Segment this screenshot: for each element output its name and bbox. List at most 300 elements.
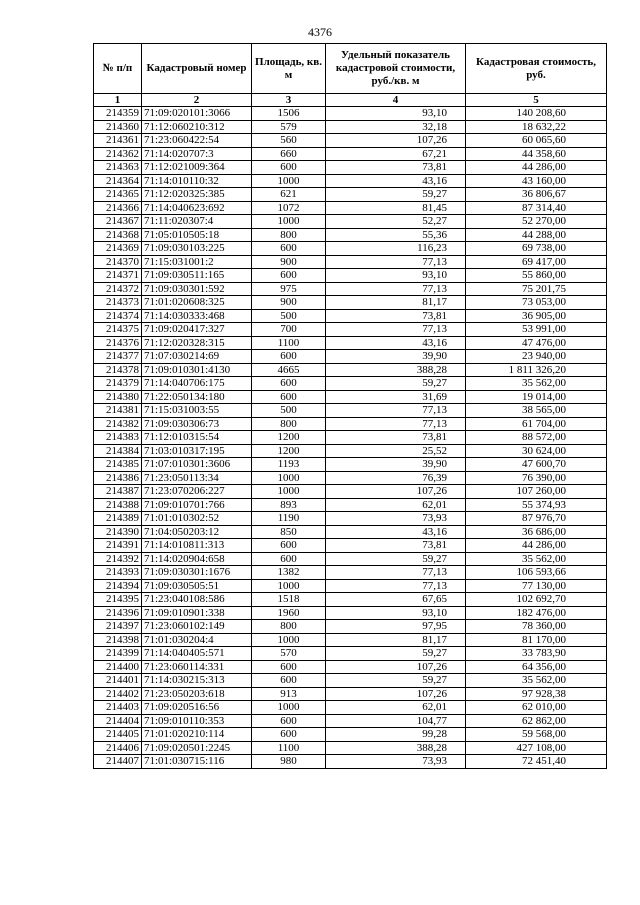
specific-value-cell: 107,26 [326, 134, 466, 148]
specific-value-cell: 67,65 [326, 593, 466, 607]
row-number-cell: 214368 [94, 228, 142, 242]
cadastral-number-cell: 71:05:010505:18 [142, 228, 252, 242]
area-cell: 980 [252, 755, 326, 769]
header-specific-value: Удельный показатель кадастровой стоимости, руб./кв. м [326, 44, 466, 94]
row-number-cell: 214359 [94, 107, 142, 121]
cadastral-value-cell: 47 600,70 [466, 458, 607, 472]
cadastral-value-cell: 64 356,00 [466, 660, 607, 674]
row-number-cell: 214398 [94, 633, 142, 647]
specific-value-cell: 81,17 [326, 633, 466, 647]
table-row [94, 728, 607, 742]
table-row [94, 674, 607, 688]
table-row [94, 309, 607, 323]
table-row [94, 147, 607, 161]
area-cell: 600 [252, 552, 326, 566]
cadastral-number-cell: 71:07:010301:3606 [142, 458, 252, 472]
specific-value-cell: 32,18 [326, 120, 466, 134]
header-row-number: № п/п [94, 44, 142, 94]
page-number: 4376 [308, 25, 332, 39]
area-cell: 600 [252, 714, 326, 728]
cadastral-number-cell: 71:12:020328:315 [142, 336, 252, 350]
cadastral-number-cell: 71:12:010315:54 [142, 431, 252, 445]
row-number-cell: 214407 [94, 755, 142, 769]
row-number-cell: 214402 [94, 687, 142, 701]
table-row [94, 755, 607, 769]
area-cell: 1000 [252, 701, 326, 715]
cadastral-value-cell: 55 374,93 [466, 498, 607, 512]
area-cell: 1000 [252, 471, 326, 485]
specific-value-cell: 73,93 [326, 755, 466, 769]
area-cell: 1200 [252, 431, 326, 445]
cadastral-number-cell: 71:23:060114:331 [142, 660, 252, 674]
specific-value-cell: 93,10 [326, 269, 466, 283]
cadastral-number-cell: 71:14:020904:658 [142, 552, 252, 566]
area-cell: 900 [252, 255, 326, 269]
row-number-cell: 214391 [94, 539, 142, 553]
area-cell: 1000 [252, 215, 326, 229]
table-row [94, 687, 607, 701]
specific-value-cell: 97,95 [326, 620, 466, 634]
table-row [94, 269, 607, 283]
specific-value-cell: 104,77 [326, 714, 466, 728]
area-cell: 1960 [252, 606, 326, 620]
cadastral-value-cell: 62 010,00 [466, 701, 607, 715]
column-number: 5 [466, 94, 607, 107]
area-cell: 850 [252, 525, 326, 539]
column-number-row [94, 94, 607, 107]
cadastral-value-cell: 87 314,40 [466, 201, 607, 215]
cadastral-number-cell: 71:09:030301:1676 [142, 566, 252, 580]
specific-value-cell: 77,13 [326, 417, 466, 431]
header-cadastral-number: Кадастровый номер [142, 44, 252, 94]
cadastral-value-cell: 18 632,22 [466, 120, 607, 134]
cadastral-value-cell: 59 568,00 [466, 728, 607, 742]
cadastral-value-cell: 43 160,00 [466, 174, 607, 188]
area-cell: 600 [252, 674, 326, 688]
cadastral-value-cell: 35 562,00 [466, 377, 607, 391]
cadastral-number-cell: 71:01:010302:52 [142, 512, 252, 526]
specific-value-cell: 43,16 [326, 336, 466, 350]
cadastral-number-cell: 71:09:020417:327 [142, 323, 252, 337]
row-number-cell: 214389 [94, 512, 142, 526]
table-row [94, 377, 607, 391]
row-number-cell: 214400 [94, 660, 142, 674]
cadastral-number-cell: 71:09:020516:56 [142, 701, 252, 715]
row-number-cell: 214383 [94, 431, 142, 445]
cadastral-value-cell: 87 976,70 [466, 512, 607, 526]
area-cell: 893 [252, 498, 326, 512]
cadastral-number-cell: 71:14:040623:692 [142, 201, 252, 215]
row-number-cell: 214405 [94, 728, 142, 742]
specific-value-cell: 59,27 [326, 188, 466, 202]
column-number: 2 [142, 94, 252, 107]
specific-value-cell: 116,23 [326, 242, 466, 256]
row-number-cell: 214404 [94, 714, 142, 728]
table-row [94, 444, 607, 458]
cadastral-number-cell: 71:09:010901:338 [142, 606, 252, 620]
table-row [94, 390, 607, 404]
cadastral-value-cell: 30 624,00 [466, 444, 607, 458]
cadastral-value-cell: 107 260,00 [466, 485, 607, 499]
specific-value-cell: 55,36 [326, 228, 466, 242]
row-number-cell: 214382 [94, 417, 142, 431]
area-cell: 1190 [252, 512, 326, 526]
row-number-cell: 214381 [94, 404, 142, 418]
cadastral-number-cell: 71:12:060210:312 [142, 120, 252, 134]
cadastral-number-cell: 71:09:010110:353 [142, 714, 252, 728]
area-cell: 600 [252, 350, 326, 364]
cadastral-number-cell: 71:01:030204:4 [142, 633, 252, 647]
table-row [94, 134, 607, 148]
specific-value-cell: 31,69 [326, 390, 466, 404]
cadastral-value-cell: 38 565,00 [466, 404, 607, 418]
row-number-cell: 214393 [94, 566, 142, 580]
cadastral-number-cell: 71:23:060422:54 [142, 134, 252, 148]
table-row [94, 620, 607, 634]
cadastral-value-cell: 35 562,00 [466, 674, 607, 688]
table-row [94, 660, 607, 674]
area-cell: 800 [252, 620, 326, 634]
specific-value-cell: 59,27 [326, 377, 466, 391]
table-row [94, 161, 607, 175]
row-number-cell: 214406 [94, 741, 142, 755]
specific-value-cell: 107,26 [326, 687, 466, 701]
row-number-cell: 214397 [94, 620, 142, 634]
table-row [94, 174, 607, 188]
specific-value-cell: 67,21 [326, 147, 466, 161]
area-cell: 1200 [252, 444, 326, 458]
area-cell: 1100 [252, 336, 326, 350]
cadastral-value-cell: 55 860,00 [466, 269, 607, 283]
cadastral-value-cell: 36 686,00 [466, 525, 607, 539]
specific-value-cell: 73,93 [326, 512, 466, 526]
cadastral-value-cell: 61 704,00 [466, 417, 607, 431]
cadastral-value-cell: 73 053,00 [466, 296, 607, 310]
specific-value-cell: 93,10 [326, 606, 466, 620]
row-number-cell: 214384 [94, 444, 142, 458]
cadastral-value-cell: 427 108,00 [466, 741, 607, 755]
area-cell: 500 [252, 404, 326, 418]
cadastral-value-cell: 69 417,00 [466, 255, 607, 269]
column-number: 1 [94, 94, 142, 107]
specific-value-cell: 76,39 [326, 471, 466, 485]
specific-value-cell: 388,28 [326, 741, 466, 755]
specific-value-cell: 77,13 [326, 323, 466, 337]
row-number-cell: 214370 [94, 255, 142, 269]
specific-value-cell: 59,27 [326, 674, 466, 688]
row-number-cell: 214396 [94, 606, 142, 620]
row-number-cell: 214376 [94, 336, 142, 350]
cadastral-value-cell: 76 390,00 [466, 471, 607, 485]
specific-value-cell: 81,45 [326, 201, 466, 215]
row-number-cell: 214360 [94, 120, 142, 134]
area-cell: 1382 [252, 566, 326, 580]
table-row [94, 323, 607, 337]
specific-value-cell: 73,81 [326, 161, 466, 175]
specific-value-cell: 93,10 [326, 107, 466, 121]
cadastral-number-cell: 71:14:010110:32 [142, 174, 252, 188]
cadastral-number-cell: 71:07:030214:69 [142, 350, 252, 364]
cadastral-number-cell: 71:09:010301:4130 [142, 363, 252, 377]
row-number-cell: 214362 [94, 147, 142, 161]
cadastral-value-cell: 44 286,00 [466, 539, 607, 553]
cadastral-number-cell: 71:09:020101:3066 [142, 107, 252, 121]
cadastral-number-cell: 71:01:030715:116 [142, 755, 252, 769]
cadastral-value-cell: 36 905,00 [466, 309, 607, 323]
column-number: 4 [326, 94, 466, 107]
table-row [94, 296, 607, 310]
cadastral-number-cell: 71:15:031003:55 [142, 404, 252, 418]
cadastral-value-cell: 102 692,70 [466, 593, 607, 607]
cadastral-number-cell: 71:09:030306:73 [142, 417, 252, 431]
specific-value-cell: 43,16 [326, 525, 466, 539]
area-cell: 1000 [252, 579, 326, 593]
row-number-cell: 214395 [94, 593, 142, 607]
cadastral-number-cell: 71:15:031001:2 [142, 255, 252, 269]
table-row [94, 350, 607, 364]
row-number-cell: 214401 [94, 674, 142, 688]
column-number: 3 [252, 94, 326, 107]
area-cell: 1000 [252, 174, 326, 188]
area-cell: 1193 [252, 458, 326, 472]
cadastral-number-cell: 71:09:030301:592 [142, 282, 252, 296]
cadastral-number-cell: 71:04:050203:12 [142, 525, 252, 539]
cadastral-value-cell: 35 562,00 [466, 552, 607, 566]
area-cell: 570 [252, 647, 326, 661]
table-row [94, 579, 607, 593]
area-cell: 600 [252, 728, 326, 742]
row-number-cell: 214386 [94, 471, 142, 485]
area-cell: 800 [252, 417, 326, 431]
row-number-cell: 214377 [94, 350, 142, 364]
row-number-cell: 214394 [94, 579, 142, 593]
cadastral-value-cell: 77 130,00 [466, 579, 607, 593]
table-row [94, 701, 607, 715]
row-number-cell: 214371 [94, 269, 142, 283]
specific-value-cell: 73,81 [326, 309, 466, 323]
area-cell: 1000 [252, 633, 326, 647]
table-row [94, 512, 607, 526]
row-number-cell: 214403 [94, 701, 142, 715]
row-number-cell: 214388 [94, 498, 142, 512]
cadastral-value-cell: 44 286,00 [466, 161, 607, 175]
table-row [94, 417, 607, 431]
specific-value-cell: 62,01 [326, 701, 466, 715]
area-cell: 600 [252, 269, 326, 283]
row-number-cell: 214363 [94, 161, 142, 175]
area-cell: 600 [252, 539, 326, 553]
cadastral-number-cell: 71:22:050134:180 [142, 390, 252, 404]
cadastral-value-cell: 78 360,00 [466, 620, 607, 634]
cadastral-value-cell: 81 170,00 [466, 633, 607, 647]
cadastral-number-cell: 71:03:010317:195 [142, 444, 252, 458]
table-row [94, 201, 607, 215]
header-row [94, 44, 607, 94]
specific-value-cell: 59,27 [326, 647, 466, 661]
specific-value-cell: 99,28 [326, 728, 466, 742]
row-number-cell: 214369 [94, 242, 142, 256]
table-row [94, 593, 607, 607]
table-row [94, 606, 607, 620]
specific-value-cell: 39,90 [326, 458, 466, 472]
row-number-cell: 214364 [94, 174, 142, 188]
specific-value-cell: 107,26 [326, 485, 466, 499]
cadastral-value-cell: 33 783,90 [466, 647, 607, 661]
cadastral-value-cell: 36 806,67 [466, 188, 607, 202]
specific-value-cell: 73,81 [326, 539, 466, 553]
cadastral-value-cell: 72 451,40 [466, 755, 607, 769]
table-row [94, 215, 607, 229]
row-number-cell: 214365 [94, 188, 142, 202]
header-area: Площадь, кв. м [252, 44, 326, 94]
specific-value-cell: 52,27 [326, 215, 466, 229]
row-number-cell: 214374 [94, 309, 142, 323]
area-cell: 660 [252, 147, 326, 161]
cadastral-number-cell: 71:23:070206:227 [142, 485, 252, 499]
cadastral-number-cell: 71:01:020608:325 [142, 296, 252, 310]
cadastral-number-cell: 71:11:020307:4 [142, 215, 252, 229]
cadastral-number-cell: 71:12:020325:385 [142, 188, 252, 202]
cadastral-value-cell: 106 593,66 [466, 566, 607, 580]
cadastral-value-table [93, 43, 607, 769]
cadastral-number-cell: 71:09:010701:766 [142, 498, 252, 512]
specific-value-cell: 77,13 [326, 282, 466, 296]
cadastral-number-cell: 71:14:040706:175 [142, 377, 252, 391]
cadastral-number-cell: 71:09:030103:225 [142, 242, 252, 256]
area-cell: 1506 [252, 107, 326, 121]
row-number-cell: 214367 [94, 215, 142, 229]
table-row [94, 242, 607, 256]
specific-value-cell: 73,81 [326, 431, 466, 445]
specific-value-cell: 77,13 [326, 255, 466, 269]
table-row [94, 363, 607, 377]
cadastral-number-cell: 71:23:050203:618 [142, 687, 252, 701]
table-row [94, 566, 607, 580]
specific-value-cell: 62,01 [326, 498, 466, 512]
specific-value-cell: 388,28 [326, 363, 466, 377]
table-row [94, 525, 607, 539]
cadastral-value-cell: 69 738,00 [466, 242, 607, 256]
row-number-cell: 214361 [94, 134, 142, 148]
row-number-cell: 214380 [94, 390, 142, 404]
table-row [94, 485, 607, 499]
area-cell: 560 [252, 134, 326, 148]
area-cell: 1100 [252, 741, 326, 755]
row-number-cell: 214379 [94, 377, 142, 391]
table-row [94, 714, 607, 728]
row-number-cell: 214375 [94, 323, 142, 337]
row-number-cell: 214373 [94, 296, 142, 310]
specific-value-cell: 77,13 [326, 566, 466, 580]
cadastral-value-cell: 1 811 326,20 [466, 363, 607, 377]
cadastral-number-cell: 71:14:030333:468 [142, 309, 252, 323]
area-cell: 600 [252, 660, 326, 674]
table-row [94, 255, 607, 269]
table-row [94, 552, 607, 566]
area-cell: 800 [252, 228, 326, 242]
row-number-cell: 214399 [94, 647, 142, 661]
table-row [94, 188, 607, 202]
cadastral-value-cell: 52 270,00 [466, 215, 607, 229]
cadastral-value-cell: 75 201,75 [466, 282, 607, 296]
cadastral-value-cell: 53 991,00 [466, 323, 607, 337]
specific-value-cell: 59,27 [326, 552, 466, 566]
cadastral-value-cell: 62 862,00 [466, 714, 607, 728]
table-row [94, 431, 607, 445]
table-body [94, 107, 607, 769]
specific-value-cell: 25,52 [326, 444, 466, 458]
specific-value-cell: 107,26 [326, 660, 466, 674]
row-number-cell: 214392 [94, 552, 142, 566]
area-cell: 4665 [252, 363, 326, 377]
area-cell: 975 [252, 282, 326, 296]
table-row [94, 647, 607, 661]
row-number-cell: 214387 [94, 485, 142, 499]
cadastral-number-cell: 71:14:020707:3 [142, 147, 252, 161]
area-cell: 600 [252, 390, 326, 404]
specific-value-cell: 81,17 [326, 296, 466, 310]
cadastral-value-cell: 19 014,00 [466, 390, 607, 404]
cadastral-value-cell: 23 940,00 [466, 350, 607, 364]
row-number-cell: 214385 [94, 458, 142, 472]
cadastral-number-cell: 71:14:030215:313 [142, 674, 252, 688]
area-cell: 621 [252, 188, 326, 202]
cadastral-number-cell: 71:23:040108:586 [142, 593, 252, 607]
table-row [94, 633, 607, 647]
table-row [94, 539, 607, 553]
specific-value-cell: 43,16 [326, 174, 466, 188]
table-row [94, 498, 607, 512]
table-row [94, 228, 607, 242]
cadastral-number-cell: 71:12:021009:364 [142, 161, 252, 175]
cadastral-value-cell: 47 476,00 [466, 336, 607, 350]
cadastral-value-cell: 182 476,00 [466, 606, 607, 620]
area-cell: 600 [252, 377, 326, 391]
cadastral-value-cell: 140 208,60 [466, 107, 607, 121]
cadastral-number-cell: 71:23:060102:149 [142, 620, 252, 634]
table-row [94, 471, 607, 485]
table-row [94, 336, 607, 350]
cadastral-number-cell: 71:14:010811:313 [142, 539, 252, 553]
table-row [94, 282, 607, 296]
cadastral-value-cell: 88 572,00 [466, 431, 607, 445]
cadastral-value-cell: 60 065,60 [466, 134, 607, 148]
specific-value-cell: 39,90 [326, 350, 466, 364]
area-cell: 1518 [252, 593, 326, 607]
specific-value-cell: 77,13 [326, 404, 466, 418]
cadastral-number-cell: 71:01:020210:114 [142, 728, 252, 742]
area-cell: 579 [252, 120, 326, 134]
cadastral-value-cell: 44 358,60 [466, 147, 607, 161]
cadastral-number-cell: 71:09:030505:51 [142, 579, 252, 593]
row-number-cell: 214372 [94, 282, 142, 296]
cadastral-number-cell: 71:14:040405:571 [142, 647, 252, 661]
table-row [94, 458, 607, 472]
area-cell: 600 [252, 242, 326, 256]
row-number-cell: 214378 [94, 363, 142, 377]
cadastral-value-cell: 97 928,38 [466, 687, 607, 701]
area-cell: 900 [252, 296, 326, 310]
row-number-cell: 214366 [94, 201, 142, 215]
table-row [94, 404, 607, 418]
area-cell: 1072 [252, 201, 326, 215]
cadastral-number-cell: 71:09:030511:165 [142, 269, 252, 283]
area-cell: 1000 [252, 485, 326, 499]
table-row [94, 120, 607, 134]
header-cadastral-value: Кадастровая стоимость, руб. [466, 44, 607, 94]
area-cell: 913 [252, 687, 326, 701]
table-row [94, 107, 607, 121]
